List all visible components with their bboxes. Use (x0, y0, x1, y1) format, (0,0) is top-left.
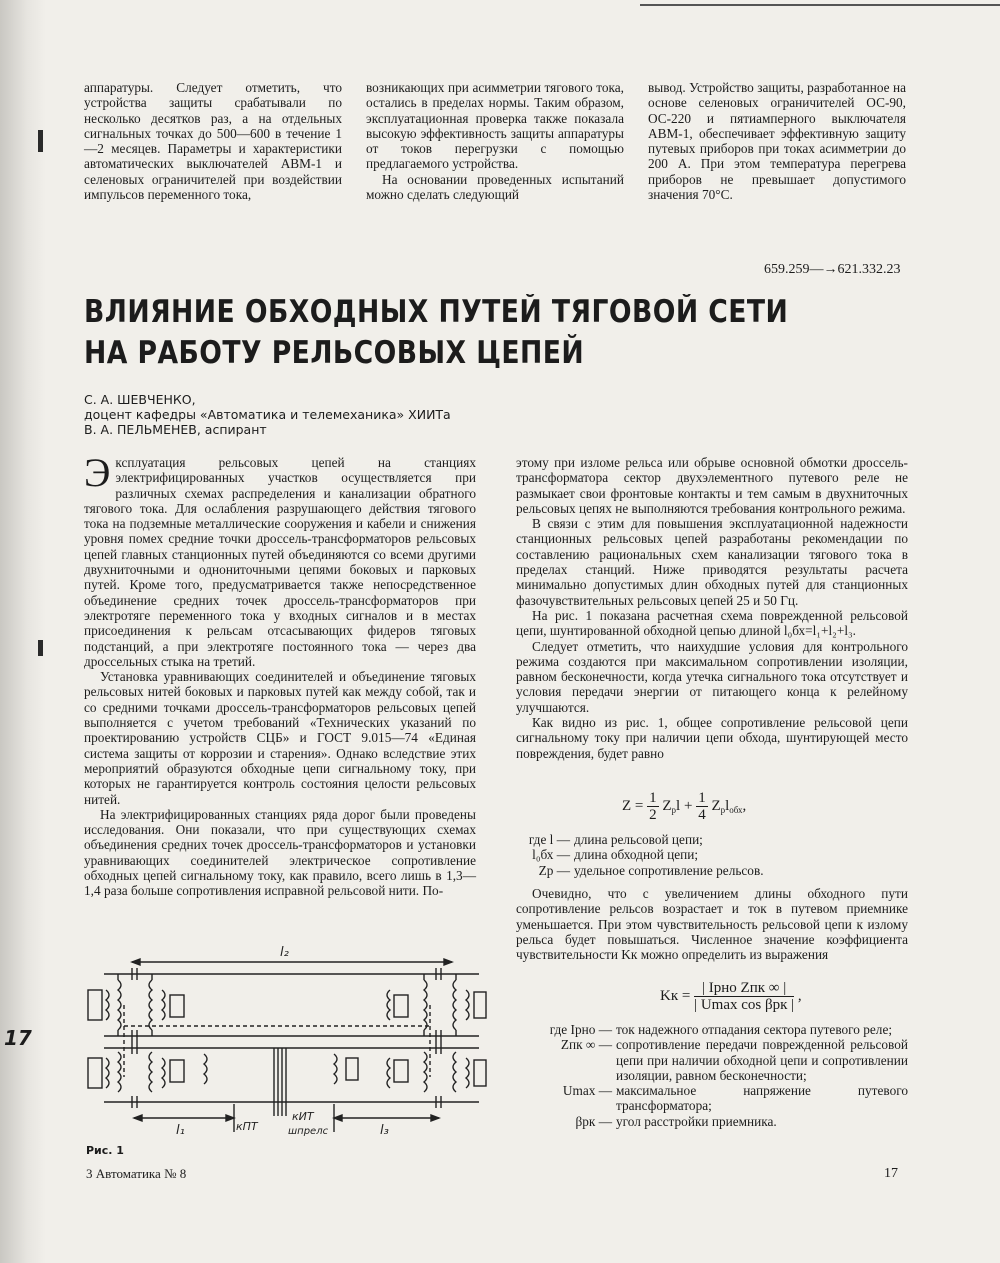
label-kit: кИТ (292, 1110, 314, 1123)
formula-sensitivity: Kк = $\frac{\text{| Iрно Zпк ∞ |}}{\text{| Umax cos βрк |}}$ , (660, 980, 802, 1013)
label-l1: l₁ (176, 1123, 185, 1138)
paragraph: этому при изломе рельса или обрыве основной обмотки дроссель-трансформатора сектор двухэлементного путевого реле не размыкает свои фронтовые контакты и тем самым в двухниточных рельсовых цепях не выполняются требования контрольного режима. (516, 455, 908, 516)
body-column-right (516, 455, 908, 761)
paragraph: На рис. 1 показана расчетная схема поврежденной рельсовой цепи, шунтированной обходной цепью длиной l₀бх=l₁+l₂+l₃. (516, 607, 908, 639)
authors (84, 392, 451, 437)
top-column-3 (648, 80, 906, 202)
paragraph: вывод. Устройство защиты, разработанное на основе селеновых ограничителей ОС-90, ОС-220 и пятиамперного выключателя АВМ-1, обеспечивает эффективную защиту путевых приборов при токах асимметрии до 200 А. При этом температура перегрева приборов не превышает допустимого значения 70°С. (648, 80, 906, 203)
inline-formula: l₀бх=l₁+l₂+l₃. (783, 623, 856, 639)
author-1: С. А. ШЕВЧЕНКО, (84, 392, 196, 407)
author-2: В. А. ПЕЛЬМЕНЕВ, аспирант (84, 422, 267, 437)
paragraph: Следует отметить, что наихудшие условия для контрольного режима создаются при максимальном сопротивлении изоляции, равном бесконечности, когда утечка сигнального тока отсутствует и условия передачи энергии от питающего конца к релейному улучшаются. (516, 638, 908, 715)
paragraph: возникающих при асимметрии тягового тока, остались в пределах нормы. Таким образом, эксплуатационная проверка также показала высокую эффективность защиты аппаратуры от токов перегрузки с помощью предлагаемого устройства. (366, 80, 624, 172)
margin-page-number: 17 (4, 1026, 32, 1050)
definition-row: Zр — удельное сопротивление рельсов. (538, 862, 764, 878)
paragraph: В связи с этим для повышения эксплуатационной надежности станционных рельсовых цепей разработаны рекомендации по составлению рациональных схем канализации тягового тока в пределах станций. Ниже приводятся результаты расчета минимально допустимых длин обходных путей для станционных фазочувствительных рельсовых цепей 25 и 50 Гц. (516, 516, 908, 608)
definitions-2 (516, 1022, 908, 1129)
definition-row: Umax — максимальное напряжение путевого трансформатора; (562, 1083, 908, 1114)
definition-row: Zпк ∞ — сопротивление передачи поврежденной рельсовой цепи при наличии обходной цепи и сопротивлении изоляции, равном бесконечности; (560, 1037, 908, 1083)
definition-row: где Iрно — ток надежного отпадания сектора путевого реле; (549, 1022, 893, 1037)
paragraph: аппаратуры. Следует отметить, что устройства защиты срабатывали по несколько десятков раз, а на отдельных сигнальных точках до 500—600 в течение 1—2 месяцев. Параметры и характеристики автоматических выключателей АВМ-1 и селеновых ограничителей при воздействии импульсов переменного тока, (84, 80, 342, 203)
paragraph: На электрифицированных станциях ряда дорог были проведены исследования. Они показали, что при существующих схемах объединения средних точек дроссель-трансформаторов и установки уравнивающих соединителей электрическое сопротивление обходных цепей сигнальному току, как правило, всего лишь в 1,3—1,4 раза больше сопротивления исправной рельсовой нити. По- (84, 806, 476, 899)
author-1-position: доцент кафедры «Автоматика и телемеханика» ХИИТа (84, 407, 451, 422)
definition-row: βрк — угол расстройки приемника. (575, 1113, 777, 1129)
margin-mark (38, 130, 43, 152)
circuit-diagram (84, 940, 494, 1140)
margin-mark (38, 640, 43, 656)
paragraph: Как видно из рис. 1, общее сопротивление рельсовой цепи сигнальному току при наличии цепи обхода, шунтирующей место повреждения, будет равно (516, 715, 908, 761)
article-title (84, 292, 789, 374)
top-column-2 (366, 80, 624, 202)
body-column-left (84, 450, 476, 899)
udc-code: 659.259—→621.332.23 (764, 262, 901, 277)
body-column-right-2 (516, 886, 908, 962)
paragraph: Очевидно, что с увеличением длины обходного пути сопротивление рельсов возрастает и ток в путевом приемнике уменьшается. При этом чувствительность рельсовой цепи к излому рельса будет повышаться. Численное значение коэффициента чувствительности Kк можно определить из выражения (516, 886, 908, 963)
paragraph: Установка уравнивающих соединителей и объединение тяговых рельсовых нитей боковых и парковых путей как между собой, так и со средними точками дроссель-трансформаторов рельсовых цепей выполняется с учетом требований «Технических указаний по проектированию устройств СЦБ» и ГОСТ 9.015—74 «Единая система защиты от коррозии и старения». Однако вследствие этих мероприятий образуются обходные цепи сигнальному току, при которых не гарантируется контроль состояния целости рельсовых нитей. (84, 669, 476, 807)
definition-row: где l — длина рельсовой цепи; (528, 832, 703, 847)
drop-cap: Э (84, 450, 111, 495)
formula-impedance: Z = $\frac{1}{2}$ $Z_pl$ + $\frac{1}{4}$ $Z_pl_{обх}$, (622, 790, 747, 823)
title-line-1: ВЛИЯНИЕ ОБХОДНЫХ ПУТЕЙ ТЯГОВОЙ СЕТИ (84, 294, 789, 330)
page-number: 17 (884, 1166, 898, 1181)
top-rule (640, 4, 1000, 6)
label-shp: шпрелс (288, 1126, 329, 1137)
paragraph: Эксплуатация рельсовых цепей на станциях электрифицированных участков осуществляется при различных схемах распределения и канализации обратного тягового тока. Для ослабления разрушающего действия тягового тока на подземные металлические сооружения и кабели и снижения уровня помех средние точки дроссель-трансформаторов рельсовых цепей главных станционных путей объединяются со всеми другими двухниточными и однониточными цепями боковых и парковых путей. Кроме того, предусматривается также непосредственное объединение средних точек дроссель-трансформаторов при электротяге переменного тока у входных сигналов и в местах присоединения к рельсам отсасывающих фидеров тяговых подстанций, а при электротяге постоянного тока — через два дроссельных стыка на третий. (84, 450, 476, 669)
book-spine-shadow (0, 0, 46, 1263)
label-kpt: кПТ (236, 1120, 258, 1133)
title-line-2: НА РАБОТУ РЕЛЬСОВЫХ ЦЕПЕЙ (84, 335, 585, 371)
definition-row: l₀бх — длина обходной цепи; (532, 847, 699, 863)
figure-caption: Рис. 1 (86, 1144, 124, 1157)
footer-signature: 3 Автоматика № 8 (86, 1166, 187, 1181)
label-l3: l₃ (380, 1123, 389, 1138)
label-l2: l₂ (280, 945, 289, 960)
definitions-1 (516, 832, 908, 878)
paragraph: На основании проведенных испытаний можно сделать следующий (366, 171, 624, 203)
top-column-1 (84, 80, 342, 202)
